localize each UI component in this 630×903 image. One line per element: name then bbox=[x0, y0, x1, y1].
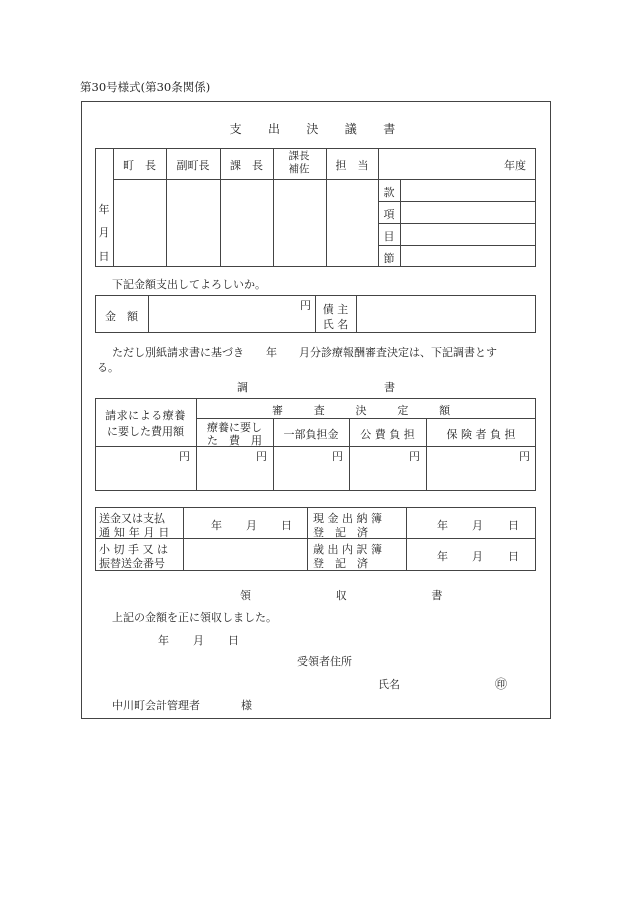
header-section-chief: 課 長 bbox=[230, 159, 263, 172]
chousho-col5-header: 保 険 者 負 担 bbox=[446, 428, 516, 441]
header-deputy-mayor: 副町長 bbox=[176, 159, 210, 172]
budget-kan-label: 款 bbox=[383, 186, 395, 199]
remit-expense-book-line1: 歳 出 内 訳 簿 bbox=[313, 543, 382, 556]
addressee-sama: 様 bbox=[241, 699, 252, 712]
budget-moku-label: 目 bbox=[383, 230, 395, 243]
date-day-label: 日 bbox=[98, 250, 110, 263]
header-staff: 担 当 bbox=[335, 159, 369, 172]
chousho-unit-3: 円 bbox=[332, 450, 343, 463]
chousho-col3-header: 一部負担金 bbox=[283, 428, 339, 441]
chousho-title-right: 書 bbox=[384, 381, 395, 394]
remit-cash-book-line2: 登 記 済 bbox=[313, 526, 368, 539]
remit-expense-book-line2: 登 記 済 bbox=[313, 557, 368, 570]
receipt-date-month: 月 bbox=[193, 634, 204, 647]
date-month-label: 月 bbox=[98, 226, 110, 239]
date-year-label: 年 bbox=[98, 203, 110, 216]
receipt-text: 上記の金額を正に領収しました。 bbox=[112, 611, 277, 624]
creditor-label-line2: 氏 名 bbox=[322, 318, 349, 331]
form-number: 第30号様式(第30条関係) bbox=[80, 80, 211, 94]
receipt-title: 領 収 書 bbox=[240, 589, 464, 602]
budget-setsu-label: 節 bbox=[383, 252, 395, 265]
remit-row2-right-month: 月 bbox=[472, 550, 483, 563]
chousho-unit-5: 円 bbox=[519, 450, 530, 463]
receiver-address-label: 受領者住所 bbox=[297, 655, 352, 668]
chousho-unit-4: 円 bbox=[409, 450, 420, 463]
header-mayor: 町 長 bbox=[123, 159, 156, 172]
amount-label: 金 額 bbox=[105, 310, 138, 323]
remit-cash-book-line1: 現 金 出 納 簿 bbox=[313, 512, 382, 525]
receipt-date-day: 日 bbox=[228, 634, 239, 647]
addressee: 中川町会計管理者 bbox=[112, 699, 200, 712]
remit-row1-right-month: 月 bbox=[472, 519, 483, 532]
chousho-unit-2: 円 bbox=[256, 450, 267, 463]
receiver-name-label: 氏名 bbox=[378, 678, 400, 691]
chousho-title-left: 調 bbox=[237, 381, 248, 394]
chousho-col4-header: 公 費 負 担 bbox=[360, 428, 415, 441]
chousho-col2-line2: た 費 用 bbox=[207, 434, 262, 447]
remit-row2-label-line2: 振替送金番号 bbox=[99, 557, 165, 570]
chousho-col1-line1: 請求による療養 bbox=[105, 409, 186, 422]
remit-row2-label-line1: 小 切 手 又 は bbox=[99, 543, 168, 556]
header-assistant-chief: 課長補佐 bbox=[288, 150, 310, 175]
fiscal-year-label: 年度 bbox=[504, 159, 526, 172]
remit-row2-right-day: 日 bbox=[508, 550, 519, 563]
statement-text-line2: る。 bbox=[97, 361, 119, 374]
creditor-label-line1: 債 主 bbox=[322, 303, 349, 316]
form-title: 支 出 決 議 書 bbox=[229, 122, 403, 136]
chousho-col1-line2: に要した費用額 bbox=[107, 425, 184, 438]
chousho-col2-line1: 療養に要し bbox=[207, 421, 262, 434]
remit-row1-label-line2: 通知年月日 bbox=[99, 526, 174, 539]
request-text: 下記金額支出してよろしいか。 bbox=[112, 278, 266, 291]
budget-kou-label: 項 bbox=[383, 208, 395, 221]
remit-row1-right-year: 年 bbox=[437, 519, 448, 532]
remit-row1-date-day: 日 bbox=[281, 519, 292, 532]
seal-mark: ㊞ bbox=[495, 677, 508, 691]
remit-row2-right-year: 年 bbox=[437, 550, 448, 563]
chousho-unit-1: 円 bbox=[179, 450, 190, 463]
receipt-date-year: 年 bbox=[158, 634, 169, 647]
statement-text-line1: ただし別紙請求書に基づき 年 月分診療報酬審査決定は、下記調書とす bbox=[112, 346, 497, 359]
remit-row1-right-day: 日 bbox=[508, 519, 519, 532]
amount-unit: 円 bbox=[300, 299, 311, 312]
remit-row1-date-year: 年 bbox=[211, 519, 222, 532]
remit-row1-date-month: 月 bbox=[246, 519, 257, 532]
remit-row1-label-line1: 送金又は支払 bbox=[99, 512, 165, 525]
chousho-group-header: 審 査 決 定 額 bbox=[271, 404, 461, 417]
